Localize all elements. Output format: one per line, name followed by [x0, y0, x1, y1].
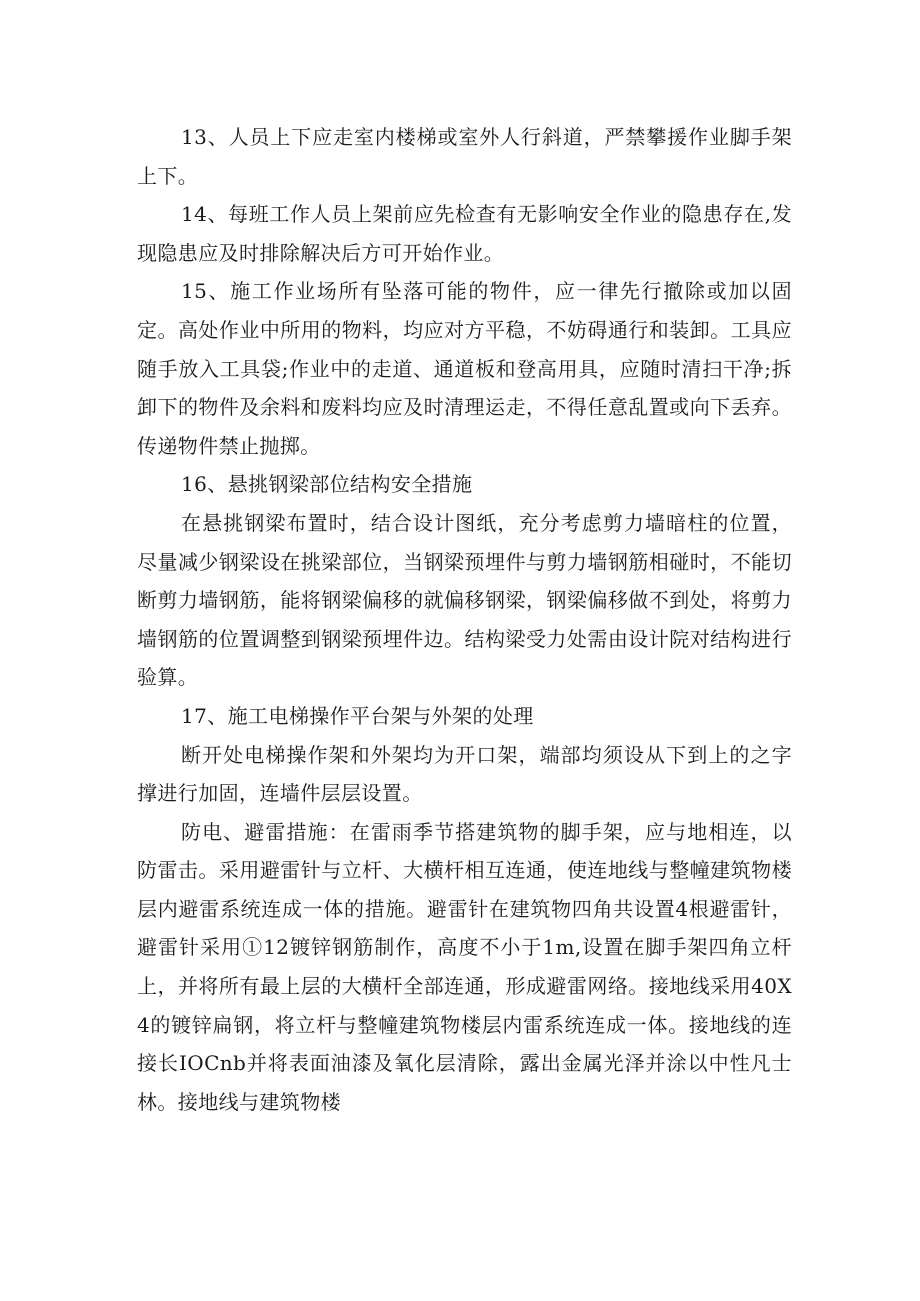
paragraph-15-falling-objects: 15、施工作业场所有坠落可能的物件，应一律先行撤除或加以固定。高处作业中所用的物料，均应对方平稳，不妨碍通行和装卸。工具应随手放入工具袋;作业中的走道、通道板和登高用具，应随时清扫干净;拆卸下的物件及余料和废料均应及时清理运走，不得任意乱置或向下丢弃。传递物件禁止抛掷。: [137, 279, 792, 458]
paragraph-lightning-protection: 防电、避雷措施：在雷雨季节搭建筑物的脚手架，应与地相连，以防雷击。采用避雷针与立杆、大横杆相互连通，使连地线与整幢建筑物楼层内避雷系统连成一体的措施。避雷针在建筑物四角共设置4根避雷针，避雷针采用①12镀锌钢筋制作，高度不小于1m,设置在脚手架四角立杆上，并将所有最上层的大横杆全部连通，形成避雷网络。接地线采用40X4的镀锌扁钢，将立杆与整幢建筑物楼层内雷系统连成一体。接地线的连接长IOCnb并将表面油漆及氧化层清除，露出金属光泽并涂以中性凡士林。接地线与建筑物楼: [137, 819, 792, 1114]
paragraph-13-stairs: 13、人员上下应走室内楼梯或室外人行斜道，严禁攀援作业脚手架上下。: [137, 125, 792, 188]
paragraph-steel-beam-layout: 在悬挑钢梁布置时，结合设计图纸，充分考虑剪力墙暗柱的位置，尽量减少钢梁设在挑梁部位，当钢梁预埋件与剪力墙钢筋相碰时，不能切断剪力墙钢筋，能将钢梁偏移的就偏移钢梁，钢梁偏移做不到处，将剪力墙钢筋的位置调整到钢梁预埋件边。结构梁受力处需由设计院对结构进行验算。: [137, 510, 792, 690]
heading-16-steel-beam: 16、悬挑钢梁部位结构安全措施: [181, 472, 473, 497]
heading-17-elevator-platform: 17、施工电梯操作平台架与外架的处理: [181, 703, 534, 728]
document-body: [137, 118, 792, 1121]
paragraph-14-inspection: 14、每班工作人员上架前应先检查有无影响安全作业的隐患存在,发现隐患应及时排除解决后方可开始作业。: [137, 202, 792, 265]
paragraph-elevator-frame: 断开处电梯操作架和外架均为开口架，端部均须设从下到上的之字撑进行加固，连墙件层层设置。: [137, 742, 792, 806]
